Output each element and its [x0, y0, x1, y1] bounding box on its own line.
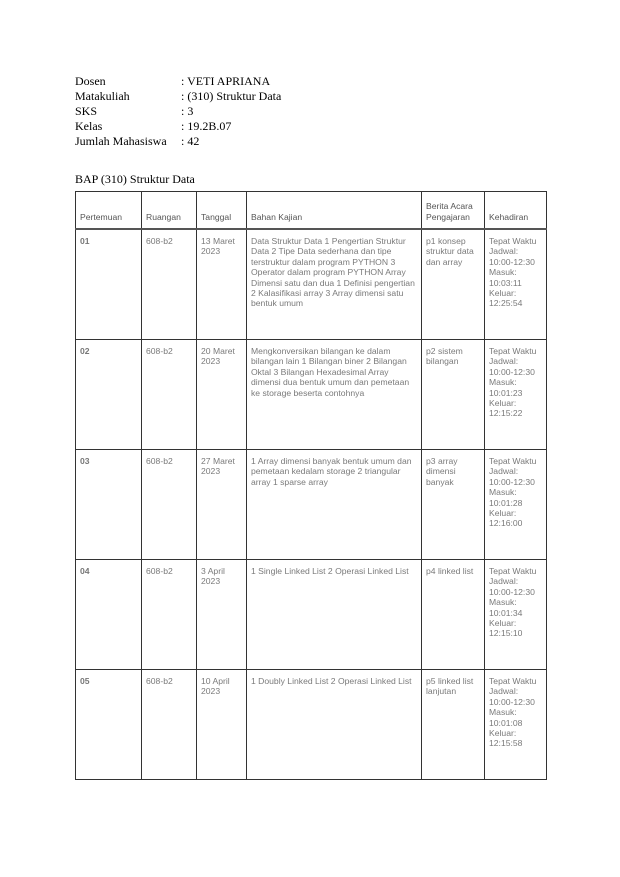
info-row-dosen: [75, 74, 281, 89]
info-value: : 3: [181, 104, 194, 118]
cell-bahan-kajian: 1 Array dimensi banyak bentuk umum dan pemetaan kedalam storage 2 triangular array 1 sparse array: [247, 450, 422, 560]
cell-bahan-kajian: Data Struktur Data 1 Pengertian Struktur Data 2 Tipe Data sederhana dan tipe terstruktur dalam program PYTHON 3 Operator dalam program PYTHON Array Dimensi satu dan dua 1 Definisi pengertian 2 Kalasifikasi array 3 Array dimensi satu bentuk umum: [247, 229, 422, 340]
course-info: [75, 74, 281, 149]
header-pertemuan: Pertemuan: [76, 192, 142, 230]
table-row: [76, 340, 547, 450]
info-label: Jumlah Mahasiswa: [75, 134, 167, 148]
table-row: [76, 450, 547, 560]
info-row-sks: [75, 104, 281, 119]
info-value: : 19.2B.07: [181, 119, 232, 133]
header-bahan-kajian: Bahan Kajian: [247, 192, 422, 230]
cell-ruangan: 608-b2: [142, 670, 197, 780]
cell-pertemuan: 02: [76, 340, 142, 450]
cell-berita-acara: p4 linked list: [422, 560, 485, 670]
info-value: : VETI APRIANA: [181, 74, 271, 88]
cell-bahan-kajian: Mengkonversikan bilangan ke dalam bilangan lain 1 Bilangan biner 2 Bilangan Oktal 3 Bilangan Hexadesimal Array dimensi dua bentuk umum dan pemetaan ke storage beserta contohnya: [247, 340, 422, 450]
cell-berita-acara: p2 sistem bilangan: [422, 340, 485, 450]
cell-tanggal: 10 April 2023: [197, 670, 247, 780]
cell-ruangan: 608-b2: [142, 450, 197, 560]
table-header-row: [76, 192, 547, 230]
info-row-jumlah-mahasiswa: [75, 134, 281, 149]
cell-pertemuan: 01: [76, 229, 142, 340]
cell-ruangan: 608-b2: [142, 340, 197, 450]
cell-pertemuan: 04: [76, 560, 142, 670]
cell-tanggal: 3 April 2023: [197, 560, 247, 670]
cell-tanggal: 20 Maret 2023: [197, 340, 247, 450]
cell-berita-acara: p3 array dimensi banyak: [422, 450, 485, 560]
cell-tanggal: 27 Maret 2023: [197, 450, 247, 560]
table-row: [76, 670, 547, 780]
cell-bahan-kajian: 1 Single Linked List 2 Operasi Linked List: [247, 560, 422, 670]
cell-kehadiran: Tepat Waktu Jadwal: 10:00-12:30 Masuk: 10:01:23 Keluar: 12:15:22: [485, 340, 547, 450]
info-row-matakuliah: [75, 89, 281, 104]
cell-kehadiran: Tepat Waktu Jadwal: 10:00-12:30 Masuk: 10:01:34 Keluar: 12:15:10: [485, 560, 547, 670]
info-label: Kelas: [75, 119, 103, 133]
cell-ruangan: 608-b2: [142, 560, 197, 670]
cell-kehadiran: Tepat Waktu Jadwal: 10:00-12:30 Masuk: 10:03:11 Keluar: 12:25:54: [485, 229, 547, 340]
cell-bahan-kajian: 1 Doubly Linked List 2 Operasi Linked List: [247, 670, 422, 780]
cell-pertemuan: 03: [76, 450, 142, 560]
cell-ruangan: 608-b2: [142, 229, 197, 340]
info-row-kelas: [75, 119, 281, 134]
info-label: Matakuliah: [75, 89, 130, 103]
info-value: : 42: [181, 134, 200, 148]
section-title: BAP (310) Struktur Data: [75, 172, 195, 186]
header-kehadiran: Kehadiran: [485, 192, 547, 230]
header-ruangan: Ruangan: [142, 192, 197, 230]
info-label: SKS: [75, 104, 98, 118]
cell-berita-acara: p1 konsep struktur data dan array: [422, 229, 485, 340]
cell-pertemuan: 05: [76, 670, 142, 780]
bap-table: [75, 191, 547, 780]
cell-tanggal: 13 Maret 2023: [197, 229, 247, 340]
info-value: : (310) Struktur Data: [181, 89, 282, 103]
table-row: [76, 229, 547, 340]
cell-berita-acara: p5 linked list lanjutan: [422, 670, 485, 780]
cell-kehadiran: Tepat Waktu Jadwal: 10:00-12:30 Masuk: 10:01:08 Keluar: 12:15:58: [485, 670, 547, 780]
table-row: [76, 560, 547, 670]
cell-kehadiran: Tepat Waktu Jadwal: 10:00-12:30 Masuk: 10:01:28 Keluar: 12:16:00: [485, 450, 547, 560]
header-berita-acara: Berita Acara Pengajaran: [422, 192, 485, 230]
header-tanggal: Tanggal: [197, 192, 247, 230]
info-label: Dosen: [75, 74, 106, 88]
